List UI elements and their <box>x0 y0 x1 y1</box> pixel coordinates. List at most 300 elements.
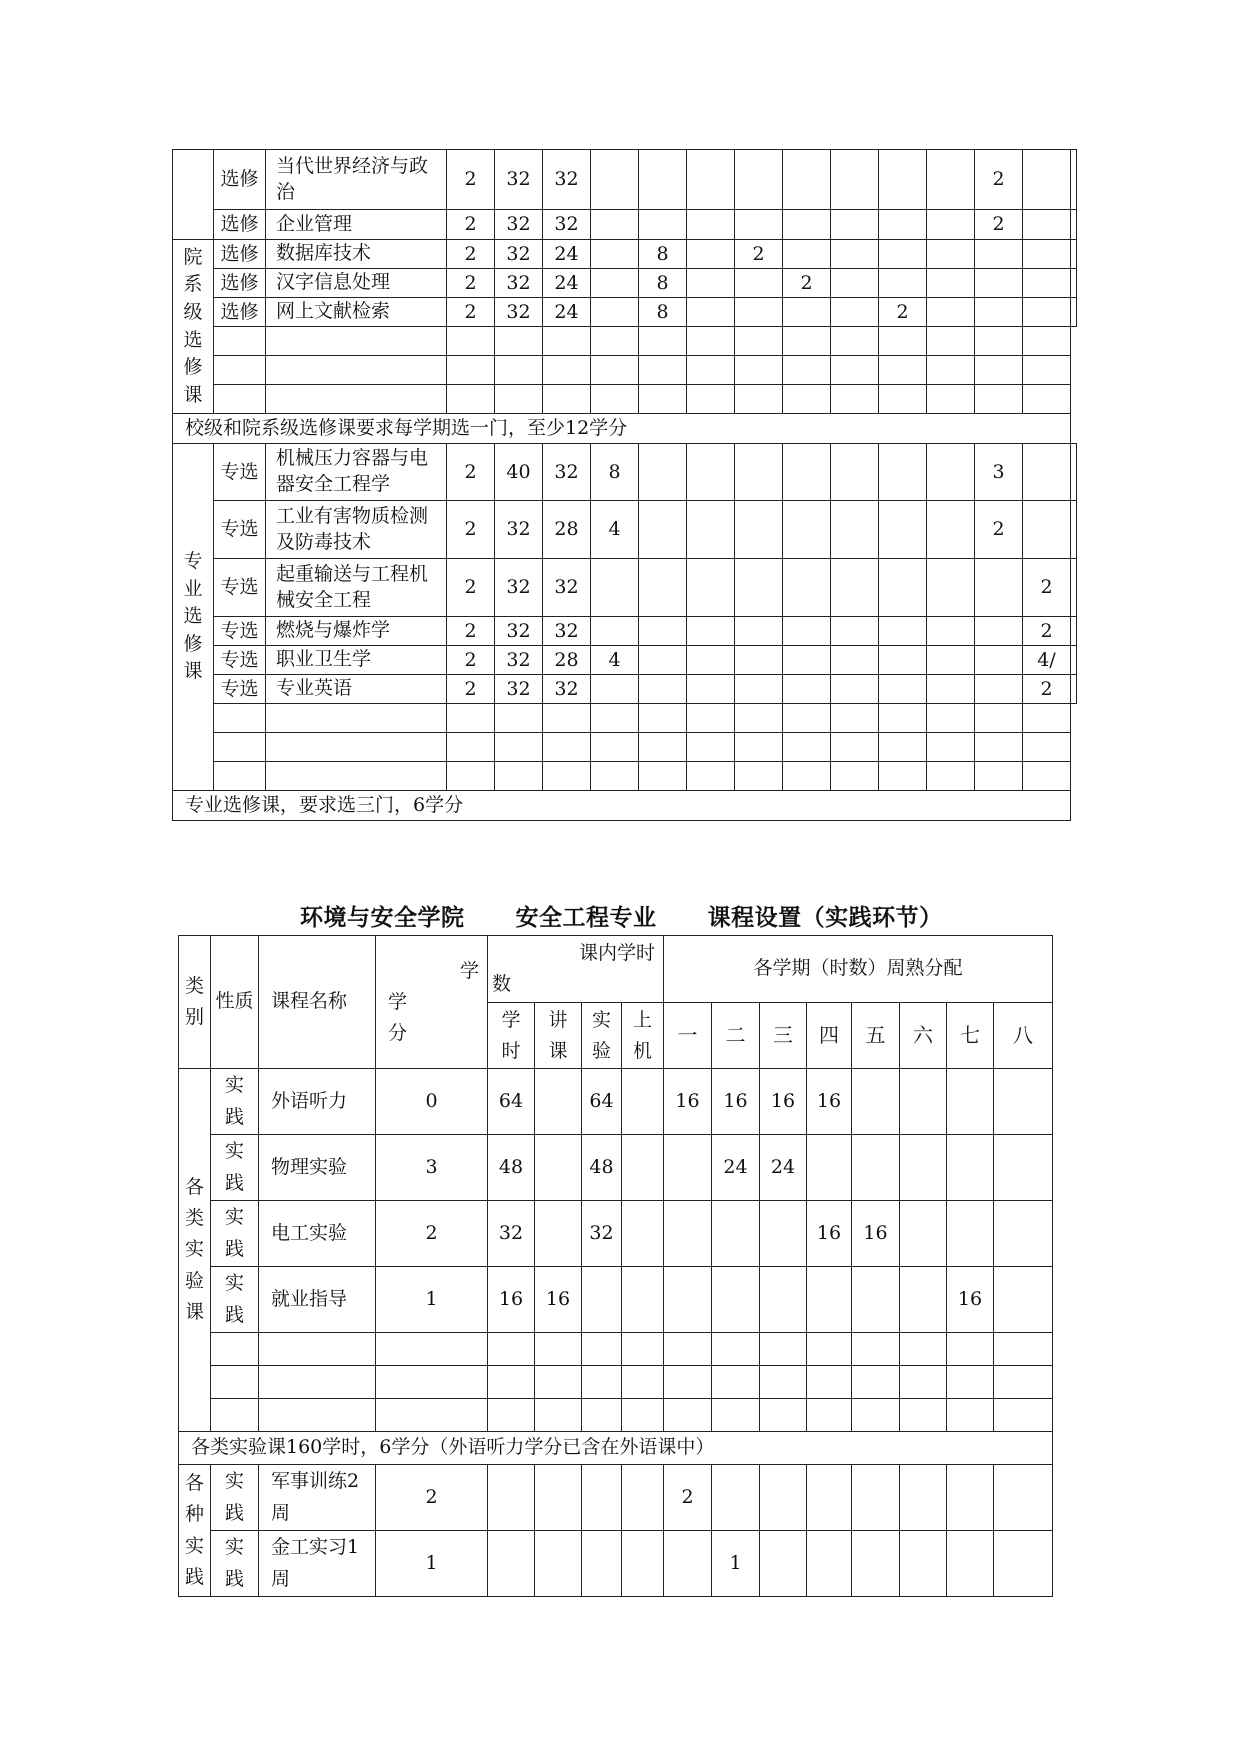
nature-cell <box>211 1201 259 1267</box>
semester-cell-5 <box>852 1069 900 1135</box>
blank-cell <box>639 385 687 414</box>
semester-cell-7 <box>975 298 1023 327</box>
semester-cell-3 <box>783 559 831 617</box>
blank-cell <box>259 1399 376 1432</box>
credit-cell: 2 <box>447 501 495 559</box>
semester-cell-4: 16 <box>807 1069 852 1135</box>
course-name-cell <box>259 1531 376 1597</box>
blank-cell <box>535 1399 582 1432</box>
category-college-elective <box>173 240 214 414</box>
semester-cell-2 <box>735 210 783 240</box>
semester-cell-6 <box>927 298 975 327</box>
semester-cell-4 <box>831 617 879 646</box>
lab-cell: 4 <box>591 501 639 559</box>
blank-cell <box>1023 704 1071 733</box>
semester-cell-4 <box>807 1465 852 1531</box>
blank-cell <box>852 1399 900 1432</box>
lecture-cell: 32 <box>543 444 591 501</box>
nature-cell: 专选 <box>214 617 266 646</box>
semester-cell-4 <box>831 269 879 298</box>
semester-cell-9 <box>1071 298 1077 327</box>
lab-cell <box>591 269 639 298</box>
blank-cell <box>687 762 735 791</box>
credit-cell: 1 <box>376 1531 488 1597</box>
blank-cell <box>266 356 447 385</box>
semester-cell-3: 2 <box>783 269 831 298</box>
blank-cell <box>211 1333 259 1366</box>
semester-cell-6 <box>900 1267 947 1333</box>
hours-cell: 32 <box>495 298 543 327</box>
semester-cell-5 <box>852 1267 900 1333</box>
semester-cell-4 <box>807 1135 852 1201</box>
blank-cell <box>879 733 927 762</box>
lecture-cell <box>535 1465 582 1531</box>
blank-cell <box>831 762 879 791</box>
blank-cell <box>664 1399 712 1432</box>
blank-cell <box>900 1333 947 1366</box>
semester-cell-3 <box>783 298 831 327</box>
table-row <box>179 1069 1053 1135</box>
nature-cell: 选修 <box>214 240 266 269</box>
semester-cell-3 <box>783 646 831 675</box>
blank-cell <box>735 762 783 791</box>
semester-cell-8: 2 <box>1023 617 1071 646</box>
blank-cell <box>975 385 1023 414</box>
lab-cell: 4 <box>591 646 639 675</box>
lab-cell <box>591 617 639 646</box>
blank-cell <box>783 327 831 356</box>
header-sub-label: 上机 <box>632 1009 652 1062</box>
semester-cell-7 <box>975 675 1023 704</box>
header-semester-2: 二 <box>712 1003 760 1069</box>
credit-cell: 2 <box>447 646 495 675</box>
blank-row <box>179 1366 1053 1399</box>
blank-cell <box>947 1366 994 1399</box>
blank-cell <box>852 1333 900 1366</box>
credit-cell: 2 <box>447 269 495 298</box>
blank-cell <box>947 1333 994 1366</box>
lab-cell <box>591 240 639 269</box>
nature-cell: 选修 <box>214 269 266 298</box>
semester-cell-2: 24 <box>712 1135 760 1201</box>
hours-cell: 48 <box>488 1135 535 1201</box>
blank-cell <box>214 733 266 762</box>
lecture-cell <box>535 1531 582 1597</box>
nature-cell <box>211 1069 259 1135</box>
computer-cell <box>622 1135 664 1201</box>
table-row <box>179 1267 1053 1333</box>
blank-cell <box>712 1366 760 1399</box>
semester-cell-2 <box>735 617 783 646</box>
nature-cell <box>211 1465 259 1531</box>
semester-cell-3: 24 <box>760 1135 807 1201</box>
blank-cell <box>783 704 831 733</box>
blank-cell <box>760 1399 807 1432</box>
semester-cell-2: 2 <box>735 240 783 269</box>
blank-cell <box>447 385 495 414</box>
semester-cell-5: 16 <box>852 1201 900 1267</box>
semester-cell-8 <box>994 1267 1053 1333</box>
semester-cell-2 <box>735 269 783 298</box>
computer-cell <box>639 617 687 646</box>
semester-cell-1 <box>664 1135 712 1201</box>
hours-cell: 64 <box>488 1069 535 1135</box>
blank-cell <box>591 385 639 414</box>
semester-cell-9 <box>1071 559 1077 617</box>
computer-cell <box>622 1201 664 1267</box>
course-name-cell: 数据库技术 <box>266 240 447 269</box>
table-row <box>173 559 1077 617</box>
semester-cell-6 <box>927 559 975 617</box>
hours-cell: 32 <box>488 1201 535 1267</box>
note-row <box>179 1432 1053 1465</box>
course-name-cell: 专业英语 <box>266 675 447 704</box>
table-row <box>173 617 1077 646</box>
blank-cell <box>783 762 831 791</box>
semester-cell-5 <box>879 150 927 210</box>
semester-cell-1 <box>687 646 735 675</box>
semester-cell-4 <box>831 444 879 501</box>
note-major-elective: 专业选修课，要求选三门，6学分 <box>173 791 1071 821</box>
credit-cell: 0 <box>376 1069 488 1135</box>
table-row <box>179 1135 1053 1201</box>
blank-cell <box>591 704 639 733</box>
category-major-elective <box>173 444 214 791</box>
course-name-cell: 机械压力容器与电器安全工程学 <box>266 444 447 501</box>
blank-cell <box>447 327 495 356</box>
semester-cell-8 <box>994 1069 1053 1135</box>
table-row <box>179 1531 1053 1597</box>
blank-cell <box>639 356 687 385</box>
header-credit-top: 学 <box>459 959 479 982</box>
lab-cell <box>591 675 639 704</box>
blank-cell <box>639 704 687 733</box>
semester-cell-5 <box>852 1531 900 1597</box>
lab-cell <box>582 1267 622 1333</box>
blank-cell <box>582 1333 622 1366</box>
blank-cell <box>687 327 735 356</box>
category-practice-text: 各种实践 <box>184 1471 204 1588</box>
category-experiment-text: 各类实验课 <box>184 1175 204 1324</box>
semester-cell-2: 1 <box>712 1531 760 1597</box>
blank-cell <box>831 327 879 356</box>
credit-cell: 3 <box>376 1135 488 1201</box>
blank-row <box>173 356 1077 385</box>
blank-cell <box>488 1333 535 1366</box>
lab-cell <box>591 210 639 240</box>
blank-row <box>173 385 1077 414</box>
semester-cell-4 <box>807 1531 852 1597</box>
hours-cell <box>488 1465 535 1531</box>
blank-cell <box>495 385 543 414</box>
nature-text: 实践 <box>224 1536 244 1590</box>
lecture-cell: 16 <box>535 1267 582 1333</box>
blank-row <box>173 704 1077 733</box>
semester-cell-5 <box>879 617 927 646</box>
header-credit <box>376 936 488 1069</box>
semester-cell-4 <box>831 210 879 240</box>
blank-row <box>173 762 1077 791</box>
hours-cell: 32 <box>495 150 543 210</box>
computer-cell: 8 <box>639 269 687 298</box>
blank-cell <box>664 1366 712 1399</box>
blank-cell <box>735 356 783 385</box>
semester-cell-7 <box>975 240 1023 269</box>
nature-text: 实践 <box>224 1140 244 1194</box>
blank-cell <box>582 1399 622 1432</box>
lab-cell: 64 <box>582 1069 622 1135</box>
credit-cell: 2 <box>447 210 495 240</box>
practice-section-title: 环境与安全学院 安全工程专业 课程设置（实践环节） <box>300 904 943 931</box>
computer-cell <box>622 1069 664 1135</box>
lab-cell: 8 <box>591 444 639 501</box>
semester-cell-3 <box>783 240 831 269</box>
computer-cell <box>639 501 687 559</box>
blank-cell <box>879 385 927 414</box>
semester-cell-1 <box>687 501 735 559</box>
semester-cell-1: 2 <box>664 1465 712 1531</box>
semester-cell-2 <box>712 1465 760 1531</box>
computer-cell: 8 <box>639 240 687 269</box>
blank-cell <box>879 356 927 385</box>
semester-cell-8 <box>1023 240 1071 269</box>
hours-cell: 32 <box>495 646 543 675</box>
credit-cell: 2 <box>447 675 495 704</box>
hours-cell: 32 <box>495 210 543 240</box>
blank-cell <box>622 1333 664 1366</box>
semester-cell-6 <box>900 1531 947 1597</box>
semester-cell-6 <box>927 675 975 704</box>
semester-cell-3 <box>760 1465 807 1531</box>
hours-cell: 32 <box>495 559 543 617</box>
course-name-cell: 燃烧与爆炸学 <box>266 617 447 646</box>
semester-cell-1 <box>664 1201 712 1267</box>
course-name-cell: 起重输送与工程机械安全工程 <box>266 559 447 617</box>
semester-cell-9 <box>1071 675 1077 704</box>
blank-cell <box>760 1366 807 1399</box>
course-name-text: 军事训练2周 <box>271 1470 360 1524</box>
blank-cell <box>1023 385 1071 414</box>
course-name-cell: 网上文献检索 <box>266 298 447 327</box>
blank-cell <box>591 356 639 385</box>
lab-cell <box>591 150 639 210</box>
table-row <box>173 298 1077 327</box>
semester-cell-4 <box>831 240 879 269</box>
category-practice <box>179 1465 211 1597</box>
blank-cell <box>447 733 495 762</box>
semester-cell-6 <box>927 617 975 646</box>
blank-cell <box>488 1399 535 1432</box>
nature-cell: 专选 <box>214 501 266 559</box>
blank-row <box>173 327 1077 356</box>
blank-cell <box>495 762 543 791</box>
blank-cell <box>591 762 639 791</box>
semester-cell-7 <box>947 1531 994 1597</box>
semester-cell-7: 3 <box>975 444 1023 501</box>
lecture-cell: 24 <box>543 240 591 269</box>
table-row <box>179 1201 1053 1267</box>
blank-cell <box>447 704 495 733</box>
semester-cell-8: 2 <box>1023 559 1071 617</box>
blank-cell <box>376 1366 488 1399</box>
blank-cell <box>543 733 591 762</box>
blank-cell <box>259 1366 376 1399</box>
course-name-cell <box>259 1465 376 1531</box>
blank-cell <box>259 1333 376 1366</box>
blank-cell <box>927 356 975 385</box>
semester-cell-1 <box>664 1267 712 1333</box>
blank-cell <box>211 1399 259 1432</box>
semester-cell-8 <box>1023 210 1071 240</box>
blank-cell <box>831 356 879 385</box>
blank-cell <box>712 1399 760 1432</box>
header-sub-2 <box>535 1003 582 1069</box>
nature-cell: 选修 <box>214 150 266 210</box>
blank-cell <box>900 1366 947 1399</box>
semester-cell-2: 16 <box>712 1069 760 1135</box>
computer-cell <box>622 1267 664 1333</box>
table-row <box>173 210 1077 240</box>
blank-cell <box>994 1399 1053 1432</box>
lecture-cell <box>535 1201 582 1267</box>
nature-cell <box>211 1135 259 1201</box>
hours-cell: 32 <box>495 617 543 646</box>
lecture-cell: 32 <box>543 210 591 240</box>
semester-cell-4 <box>831 298 879 327</box>
semester-cell-3 <box>783 617 831 646</box>
table-row <box>173 646 1077 675</box>
blank-cell <box>687 356 735 385</box>
lab-cell <box>582 1465 622 1531</box>
blank-cell <box>831 704 879 733</box>
semester-cell-1 <box>664 1531 712 1597</box>
blank-cell <box>712 1333 760 1366</box>
blank-cell <box>214 762 266 791</box>
table-row <box>173 444 1077 501</box>
semester-cell-3 <box>783 501 831 559</box>
semester-cell-7 <box>975 269 1023 298</box>
semester-cell-4 <box>831 150 879 210</box>
blank-cell <box>535 1333 582 1366</box>
blank-cell <box>214 704 266 733</box>
header-semester-6: 六 <box>900 1003 947 1069</box>
category-college-elective-text: 院系级选修课 <box>183 245 203 406</box>
blank-cell <box>1023 356 1071 385</box>
hours-cell: 32 <box>495 269 543 298</box>
blank-cell <box>1023 327 1071 356</box>
semester-cell-4 <box>807 1267 852 1333</box>
semester-cell-8: 4/ <box>1023 646 1071 675</box>
category-experiment <box>179 1069 211 1432</box>
nature-cell <box>211 1267 259 1333</box>
nature-text: 实践 <box>224 1206 244 1260</box>
course-name-cell: 汉字信息处理 <box>266 269 447 298</box>
blank-cell <box>543 327 591 356</box>
blank-cell <box>214 385 266 414</box>
blank-row <box>179 1333 1053 1366</box>
lab-cell: 48 <box>582 1135 622 1201</box>
note-row <box>173 791 1077 821</box>
semester-cell-7 <box>947 1465 994 1531</box>
table-row <box>173 269 1077 298</box>
header-hours-sub: 数 <box>492 973 512 995</box>
blank-cell <box>639 733 687 762</box>
semester-cell-4: 16 <box>807 1201 852 1267</box>
note-experiment: 各类实验课160学时，6学分（外语听力学分已含在外语课中） <box>179 1432 1053 1465</box>
semester-cell-1 <box>687 298 735 327</box>
nature-cell: 选修 <box>214 298 266 327</box>
blank-cell <box>376 1333 488 1366</box>
semester-cell-2 <box>712 1267 760 1333</box>
course-name-cell: 电工实验 <box>259 1201 376 1267</box>
computer-cell <box>639 559 687 617</box>
header-nature: 性质 <box>211 936 259 1069</box>
semester-cell-6 <box>900 1135 947 1201</box>
semester-cell-8: 2 <box>1023 675 1071 704</box>
lab-cell <box>591 298 639 327</box>
header-category: 类别 <box>179 936 211 1069</box>
blank-cell <box>639 327 687 356</box>
header-sub-1 <box>488 1003 535 1069</box>
computer-cell <box>639 675 687 704</box>
semester-cell-9 <box>1071 269 1077 298</box>
course-name-cell: 工业有害物质检测及防毒技术 <box>266 501 447 559</box>
semester-cell-1 <box>687 559 735 617</box>
nature-cell: 专选 <box>214 559 266 617</box>
blank-cell <box>495 356 543 385</box>
semester-cell-3 <box>783 210 831 240</box>
lecture-cell: 24 <box>543 298 591 327</box>
credit-cell: 2 <box>447 444 495 501</box>
credit-cell: 2 <box>447 298 495 327</box>
semester-cell-6 <box>927 269 975 298</box>
computer-cell <box>639 444 687 501</box>
table-row <box>173 675 1077 704</box>
semester-cell-7 <box>947 1201 994 1267</box>
semester-cell-9 <box>1071 501 1077 559</box>
semester-cell-2 <box>735 444 783 501</box>
blank-cell <box>266 762 447 791</box>
nature-cell <box>211 1531 259 1597</box>
semester-cell-7 <box>947 1135 994 1201</box>
lecture-cell: 28 <box>543 501 591 559</box>
semester-cell-3 <box>783 150 831 210</box>
note-row <box>173 414 1077 444</box>
header-semester-7: 七 <box>947 1003 994 1069</box>
blank-cell <box>591 733 639 762</box>
semester-cell-7: 2 <box>975 150 1023 210</box>
semester-cell-8 <box>994 1135 1053 1201</box>
semester-cell-5 <box>852 1135 900 1201</box>
blank-cell <box>927 704 975 733</box>
blank-cell <box>591 327 639 356</box>
blank-cell <box>447 356 495 385</box>
table-row <box>173 240 1077 269</box>
blank-cell <box>831 733 879 762</box>
blank-cell <box>783 356 831 385</box>
nature-cell: 专选 <box>214 646 266 675</box>
header-sub-label: 实验 <box>591 1009 611 1062</box>
semester-cell-8 <box>994 1201 1053 1267</box>
blank-cell <box>879 762 927 791</box>
semester-cell-5 <box>852 1465 900 1531</box>
course-name-cell: 职业卫生学 <box>266 646 447 675</box>
blank-cell <box>1023 762 1071 791</box>
header-sub-3 <box>582 1003 622 1069</box>
blank-cell <box>927 385 975 414</box>
semester-cell-3 <box>760 1267 807 1333</box>
semester-cell-5: 2 <box>879 298 927 327</box>
